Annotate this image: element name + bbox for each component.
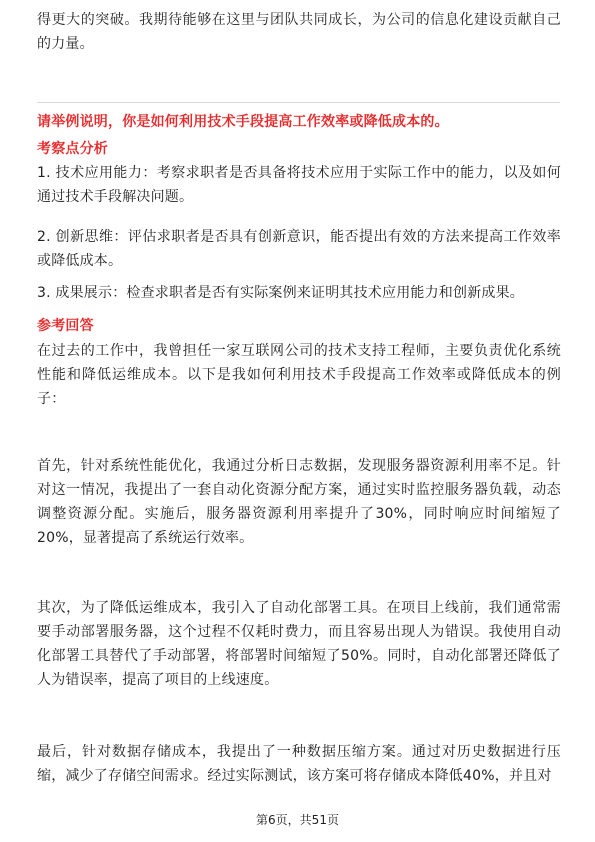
interview-question: 请举例说明，你是如何利用技术手段提高工作效率或降低成本的。 (37, 114, 449, 130)
page-number-footer: 第6页，共51页 (256, 813, 339, 827)
answer-paragraph-3: 其次，为了降低运维成本，我引入了自动化部署工具。在项目上线前，我们通常需要手动部署服务器，这个过程不仅耗时费力，而且容易出现人为错误。我使用自动化部署工具替代了手动部署，将部署时间缩短了50%。同时，自动化部署还降低了人为错误率，提高了项目的上线速度。 (37, 600, 561, 688)
analysis-heading: 考察点分析 (37, 141, 108, 157)
intro-tail-paragraph: 得更大的突破。我期待能够在这里与团队共同成长，为公司的信息化建设贡献自己的力量。 (37, 12, 561, 52)
answer-paragraph-1: 在过去的工作中，我曾担任一家互联网公司的技术支持工程师，主要负责优化系统性能和降低运维成本。以下是我如何利用技术手段提高工作效率或降低成本的例子： (37, 343, 561, 407)
answer-paragraph-4: 最后，针对数据存储成本，我提出了一种数据压缩方案。通过对历史数据进行压缩，减少了存储空间需求。经过实际测试，该方案可将存储成本降低40%，并且对 (37, 744, 561, 784)
analysis-point-1: 1. 技术应用能力：考察求职者是否具备将技术应用于实际工作中的能力，以及如何通过技术手段解决问题。 (37, 165, 561, 205)
analysis-point-2: 2. 创新思维：评估求职者是否具有创新意识，能否提出有效的方法来提高工作效率或降低成本。 (37, 229, 561, 269)
answer-heading: 参考回答 (37, 318, 94, 334)
analysis-point-3: 3. 成果展示：检查求职者是否有实际案例来证明其技术应用能力和创新成果。 (37, 285, 525, 301)
section-divider (37, 102, 560, 103)
answer-paragraph-2: 首先，针对系统性能优化，我通过分析日志数据，发现服务器资源利用率不足。针对这一情况，我提出了一套自动化资源分配方案，通过实时监控服务器负载，动态调整资源分配。实施后，服务器资源利用率提升了30%，同时响应时间缩短了20%，显著提高了系统运行效率。 (37, 458, 561, 546)
